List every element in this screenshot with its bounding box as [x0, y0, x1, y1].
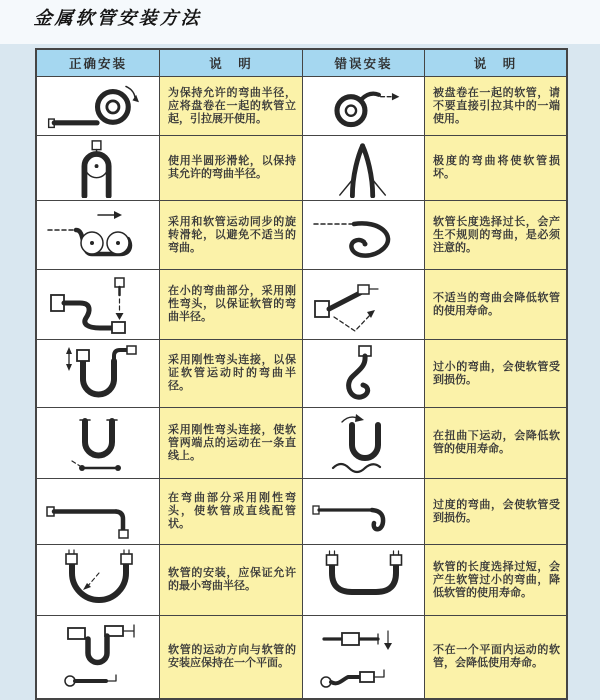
wrong-description-cell [424, 545, 566, 615]
correct-image-cell [37, 270, 159, 339]
wrong-description-text: 不适当的弯曲会降低软管的使用寿命。 [433, 291, 560, 317]
correct-description-text: 在小的弯曲部分，采用刚性弯头，以保证软管的弯曲半径。 [168, 285, 296, 323]
correct-image-cell [37, 479, 159, 544]
rigid-elbow-u-connection-diagram [42, 343, 154, 405]
correct-description-text: 采用和软管运动同步的旋转滑轮，以避免不适当的弯曲。 [168, 215, 296, 254]
wrong-description-text: 过度的弯曲，会使软管受到损伤。 [433, 498, 560, 524]
wrong-image-cell [302, 408, 424, 478]
wrong-description-cell [424, 201, 566, 269]
table-header-row [37, 50, 566, 76]
standing-coil-unreeled-diagram [42, 79, 154, 133]
correct-description-cell [159, 77, 302, 135]
ends-move-in-straight-line-diagram [42, 411, 154, 475]
correct-image-cell [37, 545, 159, 615]
excessive-bend-diagram [308, 482, 420, 542]
table-row [37, 339, 566, 407]
installation-table [35, 48, 568, 700]
header-wrong-install: 错误安装 [302, 50, 424, 76]
correct-description-cell [159, 479, 302, 544]
wrong-description-text: 不在一个平面内运动的软管，会降低使用寿命。 [433, 644, 560, 669]
correct-image-cell [37, 616, 159, 698]
wrong-description-cell [424, 408, 566, 478]
wrong-description-text: 过小的弯曲，会使软管受到损伤。 [433, 360, 560, 386]
too-small-bend-diagram [308, 343, 420, 405]
correct-description-cell [159, 616, 302, 698]
synchronized-rotating-pulley-diagram [42, 204, 154, 266]
wrong-description-text: 软管长度选择过长，会产生不规则的弯曲，是必须注意的。 [433, 215, 560, 254]
table-row [37, 135, 566, 200]
wrong-description-cell [424, 136, 566, 200]
correct-description-cell [159, 201, 302, 269]
wrong-image-cell [302, 77, 424, 135]
coil-pulled-from-end-diagram [308, 79, 420, 133]
correct-description-text: 采用刚性弯头连接，以保证软管运动时的弯曲半径。 [168, 354, 296, 392]
table-row [37, 615, 566, 698]
correct-description-cell [159, 408, 302, 478]
wrong-description-text: 在扭曲下运动，会降低软管的使用寿命。 [433, 430, 560, 455]
wrong-description-text: 软管的长度选择过短，会产生软管过小的弯曲，降低软管的使用寿命。 [433, 560, 560, 599]
minimum-bend-radius-u-diagram [42, 549, 154, 611]
correct-image-cell [37, 77, 159, 135]
wrong-description-cell [424, 270, 566, 339]
table-row [37, 407, 566, 478]
irregular-bend-too-long-diagram [308, 204, 420, 266]
rigid-elbow-small-bend-diagram [42, 273, 154, 337]
correct-description-text: 在弯曲部分采用刚性弯头，使软管成直线配管状。 [168, 492, 296, 530]
wrong-image-cell [302, 201, 424, 269]
correct-image-cell [37, 340, 159, 407]
wrong-description-text: 极度的弯曲将使软管损坏。 [433, 155, 560, 180]
correct-description-cell [159, 340, 302, 407]
wrong-description-cell [424, 479, 566, 544]
correct-description-text: 使用半圆形滑轮，以保持其允许的弯曲半径。 [168, 155, 296, 180]
extreme-bend-diagram [308, 138, 420, 198]
table-row [37, 544, 566, 615]
header-description-2: 说 明 [424, 50, 566, 76]
table-row [37, 76, 566, 135]
correct-image-cell [37, 201, 159, 269]
twisted-motion-diagram [308, 411, 420, 475]
motion-out-of-plane-diagram [308, 620, 420, 694]
wrong-image-cell [302, 340, 424, 407]
hose-too-short-diagram [308, 549, 420, 611]
wrong-image-cell [302, 136, 424, 200]
title-band [0, 0, 600, 44]
table-row [37, 200, 566, 269]
improper-bend-diagram [308, 273, 420, 337]
table-row [37, 269, 566, 339]
straight-piping-with-rigid-elbow-diagram [42, 482, 154, 542]
wrong-description-cell [424, 340, 566, 407]
table-row [37, 478, 566, 544]
wrong-image-cell [302, 616, 424, 698]
wrong-image-cell [302, 270, 424, 339]
correct-description-cell [159, 270, 302, 339]
correct-image-cell [37, 136, 159, 200]
wrong-description-cell [424, 77, 566, 135]
correct-description-text: 软管的运动方向与软管的安装应保持在一个平面。 [168, 644, 296, 669]
semicircular-pulley-diagram [42, 138, 154, 198]
wrong-description-cell [424, 616, 566, 698]
header-correct-install: 正确安装 [68, 57, 127, 71]
correct-description-cell [159, 545, 302, 615]
correct-description-cell [159, 136, 302, 200]
correct-description-text: 采用刚性弯头连接，使软管两端点的运动在一条直线上。 [168, 423, 296, 462]
correct-description-text: 软管的安装，应保证允许的最小弯曲半径。 [168, 567, 296, 592]
wrong-description-text: 被盘卷在一起的软管，请不要直接引拉其中的一端使用。 [433, 86, 560, 125]
motion-in-same-plane-diagram [42, 620, 154, 694]
header-description-1: 说 明 [159, 50, 302, 76]
correct-image-cell [37, 408, 159, 478]
correct-description-text: 为保持允许的弯曲半径，应将盘卷在一起的软管立起，引拉展开使用。 [168, 86, 296, 125]
wrong-image-cell [302, 479, 424, 544]
page-title: 金属软管安装方法 [33, 8, 203, 28]
wrong-image-cell [302, 545, 424, 615]
